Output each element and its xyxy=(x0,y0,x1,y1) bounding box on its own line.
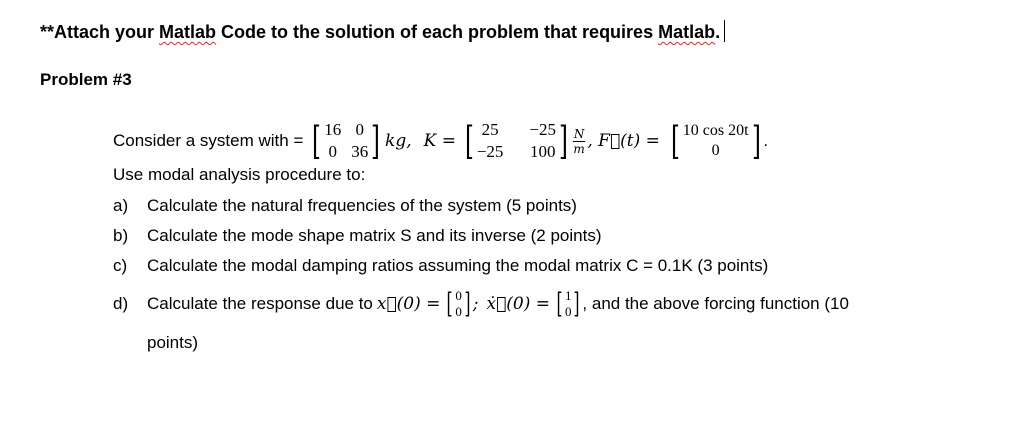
mass-bracket-left: [ xyxy=(312,119,322,163)
vector-cell: 0 xyxy=(564,304,572,319)
force-vector-cell: 10 cos 20t xyxy=(682,122,749,139)
stiffness-unit xyxy=(573,127,586,156)
displacement-bracket-right: ] xyxy=(464,287,471,320)
force-vector xyxy=(683,122,749,160)
initial-velocity-label: ẋ⃗(0) = xyxy=(486,294,551,314)
intro-lead: Consider a system with = xyxy=(113,131,304,150)
mass-matrix-cell: 16 xyxy=(324,120,342,139)
initial-displacement-label: x⃗(0) = xyxy=(376,294,441,314)
list-item xyxy=(113,256,768,276)
stiffness-matrix-cell: 25 xyxy=(481,120,499,139)
header-middle: Code to the solution of each problem that requires xyxy=(216,22,659,42)
list-item-continuation: points) xyxy=(147,333,199,352)
stiffness-matrix-cell: 100 xyxy=(529,142,556,161)
mass-matrix-cell: 0 xyxy=(355,120,364,139)
separator: ; xyxy=(472,294,479,314)
list-item-text: Calculate the mode shape matrix S and its inverse (2 points) xyxy=(147,226,602,245)
force-label: , F⃗(t) = xyxy=(587,131,660,151)
vector-cell: 1 xyxy=(564,288,572,303)
vector-cell: 0 xyxy=(455,304,462,319)
list-item-text: Calculate the natural frequencies of the system (5 points) xyxy=(147,196,577,215)
mass-matrix-cell: 0 xyxy=(328,142,337,161)
initial-displacement-vector xyxy=(455,288,462,320)
list-item-tail: , and the above forcing function (10 xyxy=(582,294,849,313)
intro-end: . xyxy=(763,131,769,150)
force-vector-cell: 0 xyxy=(711,142,720,159)
mass-matrix-cell: 36 xyxy=(351,142,369,161)
initial-velocity-vector xyxy=(565,288,572,320)
problem-title: Problem #3 xyxy=(40,70,132,89)
list-item xyxy=(113,196,577,216)
mass-bracket-right: ] xyxy=(371,119,381,163)
instructions-header xyxy=(40,20,725,43)
force-bracket-right: ] xyxy=(751,119,761,163)
mass-unit: kg, xyxy=(385,131,412,151)
header-suffix: . xyxy=(715,22,721,42)
force-bracket-left: [ xyxy=(670,119,680,163)
system-definition xyxy=(113,114,768,168)
mass-matrix xyxy=(324,120,368,162)
list-item-label: a) xyxy=(113,196,129,215)
list-item-label: c) xyxy=(113,256,128,275)
velocity-bracket-left: [ xyxy=(556,287,563,320)
stiffness-label: K = xyxy=(423,131,456,151)
stiffness-matrix-cell: −25 xyxy=(476,142,504,161)
stiffness-matrix-cell: −25 xyxy=(529,120,557,139)
stiffness-matrix xyxy=(477,120,556,162)
stiffness-unit-num: N xyxy=(573,126,585,141)
list-item-label: b) xyxy=(113,226,129,245)
stiffness-unit-den: m xyxy=(573,141,585,156)
spellcheck-word-matlab-2: Matlab xyxy=(658,22,716,42)
text-cursor xyxy=(724,20,725,42)
velocity-bracket-right: ] xyxy=(573,287,580,320)
displacement-bracket-left: [ xyxy=(446,287,453,320)
list-item-text: Calculate the modal damping ratios assuming the modal matrix C = 0.1K (3 points) xyxy=(147,256,769,275)
instruction-text: Use modal analysis procedure to: xyxy=(113,165,366,184)
stiffness-bracket-left: [ xyxy=(464,119,474,163)
list-item-d xyxy=(113,284,849,324)
list-item-label: d) xyxy=(113,294,129,313)
stiffness-bracket-right: ] xyxy=(558,119,568,163)
list-item-text: Calculate the response due to xyxy=(147,294,373,313)
vector-cell: 0 xyxy=(455,288,462,303)
header-prefix: **Attach your xyxy=(40,22,160,42)
list-item xyxy=(113,226,602,246)
spellcheck-word-matlab-1: Matlab xyxy=(159,22,217,42)
